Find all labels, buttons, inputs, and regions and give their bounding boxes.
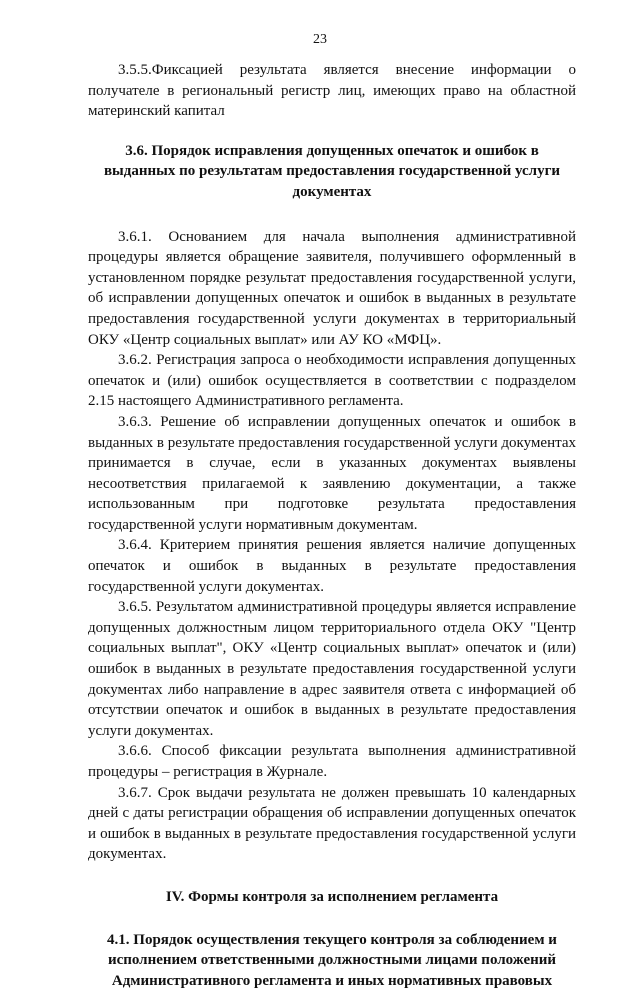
section-heading-3-6: 3.6. Порядок исправления допущенных опечаток и ошибок в выданных по результатам предоставления государственной услуги документах — [103, 142, 561, 200]
page-number: 23 — [313, 32, 327, 47]
paragraph-3-6-4: 3.6.4. Критерием принятия решения является наличие допущенных опечаток и ошибок в выданных в результате предоставления государственной услуги документах. — [88, 537, 576, 595]
paragraph-3-6-6: 3.6.6. Способ фиксации результата выполнения административной процедуры – регистрация в Журнале. — [88, 743, 576, 780]
section-heading-iv: IV. Формы контроля за исполнением регламента — [165, 888, 499, 905]
paragraph-3-6-7: 3.6.7. Срок выдачи результата не должен превышать 10 календарных дней с даты регистрации обращения об исправлении допущенных опечаток и ошибок в выданных в результате предоставления государственной услуги документах. — [88, 784, 576, 863]
section-heading-4-1: 4.1. Порядок осуществления текущего контроля за соблюдением и исполнением ответственными должностными лицами положений Административного регламента и иных нормативных правовых — [107, 931, 557, 989]
paragraph-3-6-3: 3.6.3. Решение об исправлении допущенных опечаток и ошибок в выданных в результате предоставления государственной услуги документах принимается в случае, если в указанных документах выявлены несоответствия прилагаемой к заявлению документации, а также использованным при подготовке результата предоставления государственной услуги нормативным документам. — [88, 413, 576, 533]
paragraph-3-6-2: 3.6.2. Регистрация запроса о необходимости исправления допущенных опечаток и (или) ошибок осуществляется в соответствии с подразделом 2.15 настоящего Административного регламента. — [88, 352, 576, 410]
paragraph-3-6-1: 3.6.1. Основанием для начала выполнения административной процедуры является обращение заявителя, получившего оформленный в установленном порядке результат предоставления государственной услуги, об исправлении допущенных опечаток и ошибок в выданных в результате предоставления государственной услуги документах в территориальный ОКУ «Центр социальных выплат» или АУ КО «МФЦ». — [88, 228, 576, 348]
paragraph-3-5-5: 3.5.5.Фиксацией результата является внесение информации о получателе в региональный регистр лиц, имеющих право на областной материнский капитал — [88, 62, 576, 120]
document-body — [88, 60, 576, 991]
paragraph-3-6-5: 3.6.5. Результатом административной процедуры является исправление допущенных должностным лицом территориального отдела ОКУ "Центр социальных выплат", ОКУ «Центр социальных выплат» опечаток и (или) ошибок в выданных в результате предоставления государственной услуги документах либо направление в адрес заявителя ответа с информацией об отсутствии опечаток и ошибок в выданных в результате предоставления услуги документах. — [88, 599, 576, 739]
